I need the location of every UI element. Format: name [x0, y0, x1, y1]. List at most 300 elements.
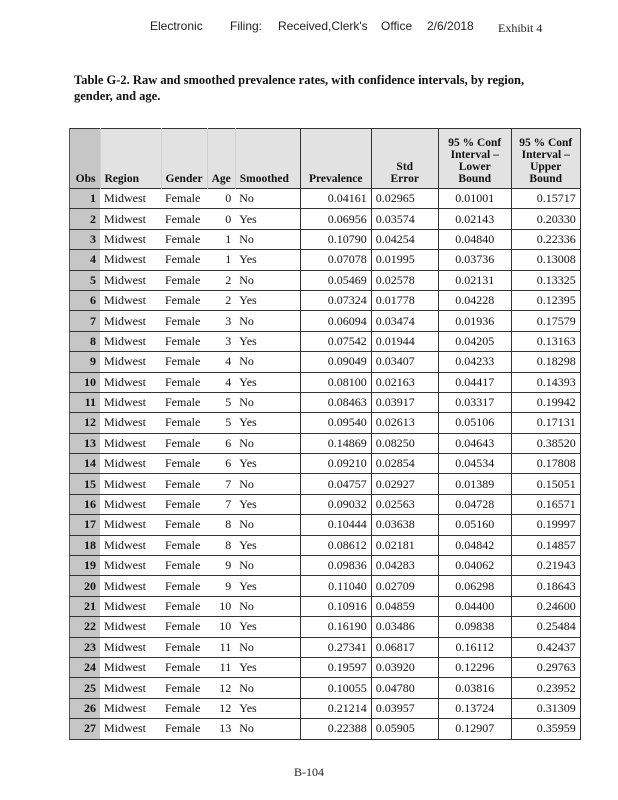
cell-lower-bound: 0.04417 [438, 372, 511, 392]
cell-gender: Female [161, 209, 207, 229]
cell-gender: Female [161, 250, 207, 270]
cell-age: 4 [207, 352, 235, 372]
cell-upper-bound: 0.24600 [511, 596, 580, 616]
cell-region: Midwest [100, 454, 161, 474]
cell-prevalence: 0.08612 [300, 535, 371, 555]
cell-upper-bound: 0.18298 [511, 352, 580, 372]
cell-upper-bound: 0.18643 [511, 576, 580, 596]
cell-upper-bound: 0.14857 [511, 535, 580, 555]
cell-prevalence: 0.07542 [300, 331, 371, 351]
cell-age: 6 [207, 454, 235, 474]
cell-gender: Female [161, 494, 207, 514]
cell-std-error: 0.02854 [371, 454, 438, 474]
cell-obs: 1 [70, 189, 101, 209]
cell-gender: Female [161, 596, 207, 616]
cell-obs: 22 [70, 617, 101, 637]
cell-region: Midwest [100, 698, 161, 718]
cell-gender: Female [161, 556, 207, 576]
cell-lower-bound: 0.04728 [438, 494, 511, 514]
cell-lower-bound: 0.13724 [438, 698, 511, 718]
table-caption: Table G-2. Raw and smoothed prevalence rates, with confidence intervals, by region, gender, and age. [74, 73, 525, 103]
cell-smoothed: Yes [235, 290, 300, 310]
cell-smoothed: Yes [235, 209, 300, 229]
cell-age: 0 [207, 209, 235, 229]
cell-gender: Female [161, 515, 207, 535]
cell-prevalence: 0.04757 [300, 474, 371, 494]
cell-region: Midwest [100, 596, 161, 616]
cell-obs: 19 [70, 556, 101, 576]
col-header-region: Region [100, 129, 161, 189]
cell-region: Midwest [100, 515, 161, 535]
cell-gender: Female [161, 392, 207, 412]
cell-std-error: 0.02613 [371, 413, 438, 433]
cell-gender: Female [161, 698, 207, 718]
cell-obs: 27 [70, 719, 101, 739]
cell-std-error: 0.01944 [371, 331, 438, 351]
cell-lower-bound: 0.03317 [438, 392, 511, 412]
cell-prevalence: 0.04161 [300, 189, 371, 209]
table-row [70, 229, 581, 249]
cell-age: 10 [207, 596, 235, 616]
table-row [70, 657, 581, 677]
cell-smoothed: Yes [235, 657, 300, 677]
cell-gender: Female [161, 413, 207, 433]
table-row [70, 678, 581, 698]
cell-region: Midwest [100, 331, 161, 351]
cell-smoothed: No [235, 474, 300, 494]
cell-obs: 17 [70, 515, 101, 535]
cell-gender: Female [161, 719, 207, 739]
cell-gender: Female [161, 229, 207, 249]
cell-obs: 20 [70, 576, 101, 596]
cell-smoothed: No [235, 229, 300, 249]
col-header-line: Bound [458, 173, 492, 185]
cell-prevalence: 0.10916 [300, 596, 371, 616]
cell-std-error: 0.01778 [371, 290, 438, 310]
cell-lower-bound: 0.04228 [438, 290, 511, 310]
cell-std-error: 0.01995 [371, 250, 438, 270]
cell-std-error: 0.04780 [371, 678, 438, 698]
table-row [70, 719, 581, 739]
cell-prevalence: 0.08100 [300, 372, 371, 392]
col-header-gender: Gender [161, 129, 207, 189]
table-row [70, 617, 581, 637]
cell-prevalence: 0.06956 [300, 209, 371, 229]
cell-upper-bound: 0.20330 [511, 209, 580, 229]
cell-region: Midwest [100, 372, 161, 392]
cell-prevalence: 0.09032 [300, 494, 371, 514]
cell-age: 3 [207, 331, 235, 351]
cell-obs: 25 [70, 678, 101, 698]
col-header-line: Upper [530, 161, 562, 173]
cell-std-error: 0.06817 [371, 637, 438, 657]
cell-gender: Female [161, 454, 207, 474]
cell-age: 3 [207, 311, 235, 331]
cell-obs: 10 [70, 372, 101, 392]
table-row [70, 474, 581, 494]
cell-std-error: 0.02927 [371, 474, 438, 494]
cell-upper-bound: 0.42437 [511, 637, 580, 657]
cell-obs: 3 [70, 229, 101, 249]
cell-prevalence: 0.09540 [300, 413, 371, 433]
cell-obs: 14 [70, 454, 101, 474]
cell-prevalence: 0.21214 [300, 698, 371, 718]
cell-std-error: 0.04254 [371, 229, 438, 249]
cell-age: 1 [207, 250, 235, 270]
cell-smoothed: Yes [235, 454, 300, 474]
filing-header-word: Received,Clerk's [278, 19, 368, 33]
cell-obs: 21 [70, 596, 101, 616]
page-number: B-104 [294, 765, 324, 779]
cell-upper-bound: 0.22336 [511, 229, 580, 249]
table-row [70, 413, 581, 433]
cell-region: Midwest [100, 311, 161, 331]
cell-age: 7 [207, 474, 235, 494]
table-row [70, 698, 581, 718]
col-header-std-error [371, 129, 438, 189]
cell-upper-bound: 0.17579 [511, 311, 580, 331]
cell-lower-bound: 0.02131 [438, 270, 511, 290]
cell-smoothed: No [235, 678, 300, 698]
table-body [70, 189, 581, 740]
cell-smoothed: Yes [235, 698, 300, 718]
cell-age: 2 [207, 270, 235, 290]
cell-upper-bound: 0.15717 [511, 189, 580, 209]
cell-prevalence: 0.08463 [300, 392, 371, 412]
cell-prevalence: 0.07324 [300, 290, 371, 310]
cell-age: 11 [207, 637, 235, 657]
cell-lower-bound: 0.04205 [438, 331, 511, 351]
table-row [70, 637, 581, 657]
cell-lower-bound: 0.01389 [438, 474, 511, 494]
table-row [70, 209, 581, 229]
cell-region: Midwest [100, 270, 161, 290]
cell-smoothed: Yes [235, 576, 300, 596]
cell-lower-bound: 0.05106 [438, 413, 511, 433]
cell-std-error: 0.08250 [371, 433, 438, 453]
col-header-line: Interval – [521, 149, 570, 161]
cell-obs: 5 [70, 270, 101, 290]
cell-gender: Female [161, 637, 207, 657]
cell-std-error: 0.03474 [371, 311, 438, 331]
cell-region: Midwest [100, 392, 161, 412]
table-row [70, 331, 581, 351]
col-header-line: Lower [458, 161, 491, 173]
cell-obs: 6 [70, 290, 101, 310]
table-row [70, 494, 581, 514]
cell-obs: 26 [70, 698, 101, 718]
cell-age: 7 [207, 494, 235, 514]
cell-std-error: 0.02563 [371, 494, 438, 514]
cell-region: Midwest [100, 678, 161, 698]
cell-prevalence: 0.10055 [300, 678, 371, 698]
cell-gender: Female [161, 678, 207, 698]
cell-upper-bound: 0.21943 [511, 556, 580, 576]
col-header-obs: Obs [70, 129, 101, 189]
cell-std-error: 0.03920 [371, 657, 438, 677]
table-row [70, 189, 581, 209]
cell-prevalence: 0.09049 [300, 352, 371, 372]
cell-smoothed: No [235, 719, 300, 739]
cell-obs: 11 [70, 392, 101, 412]
cell-lower-bound: 0.09838 [438, 617, 511, 637]
cell-lower-bound: 0.16112 [438, 637, 511, 657]
cell-upper-bound: 0.17131 [511, 413, 580, 433]
table-row [70, 250, 581, 270]
cell-std-error: 0.03574 [371, 209, 438, 229]
cell-upper-bound: 0.29763 [511, 657, 580, 677]
cell-std-error: 0.03638 [371, 515, 438, 535]
cell-prevalence: 0.09210 [300, 454, 371, 474]
cell-gender: Female [161, 617, 207, 637]
cell-region: Midwest [100, 617, 161, 637]
col-header-upper-bound [511, 129, 580, 189]
cell-obs: 23 [70, 637, 101, 657]
cell-gender: Female [161, 433, 207, 453]
cell-lower-bound: 0.03736 [438, 250, 511, 270]
cell-prevalence: 0.11040 [300, 576, 371, 596]
cell-lower-bound: 0.12907 [438, 719, 511, 739]
cell-age: 8 [207, 515, 235, 535]
cell-region: Midwest [100, 352, 161, 372]
col-header-prevalence: Prevalence [300, 129, 371, 189]
cell-upper-bound: 0.19997 [511, 515, 580, 535]
cell-lower-bound: 0.03816 [438, 678, 511, 698]
cell-prevalence: 0.19597 [300, 657, 371, 677]
table-row [70, 454, 581, 474]
cell-prevalence: 0.27341 [300, 637, 371, 657]
cell-smoothed: No [235, 311, 300, 331]
cell-std-error: 0.02163 [371, 372, 438, 392]
cell-age: 9 [207, 556, 235, 576]
cell-prevalence: 0.09836 [300, 556, 371, 576]
cell-age: 4 [207, 372, 235, 392]
cell-region: Midwest [100, 229, 161, 249]
cell-gender: Female [161, 270, 207, 290]
cell-upper-bound: 0.13163 [511, 331, 580, 351]
cell-age: 12 [207, 698, 235, 718]
cell-prevalence: 0.22388 [300, 719, 371, 739]
cell-smoothed: Yes [235, 413, 300, 433]
cell-upper-bound: 0.19942 [511, 392, 580, 412]
cell-lower-bound: 0.01936 [438, 311, 511, 331]
cell-smoothed: Yes [235, 535, 300, 555]
cell-gender: Female [161, 372, 207, 392]
cell-upper-bound: 0.13325 [511, 270, 580, 290]
cell-gender: Female [161, 474, 207, 494]
table-row [70, 392, 581, 412]
filing-header-word: Office [381, 19, 413, 33]
cell-region: Midwest [100, 576, 161, 596]
table-header-row [70, 129, 581, 189]
prevalence-table [69, 128, 581, 740]
cell-age: 8 [207, 535, 235, 555]
table-row [70, 556, 581, 576]
cell-std-error: 0.03917 [371, 392, 438, 412]
cell-upper-bound: 0.14393 [511, 372, 580, 392]
filing-header-word: Electronic [150, 19, 203, 33]
cell-lower-bound: 0.01001 [438, 189, 511, 209]
cell-lower-bound: 0.04840 [438, 229, 511, 249]
cell-gender: Female [161, 657, 207, 677]
cell-lower-bound: 0.02143 [438, 209, 511, 229]
cell-lower-bound: 0.04400 [438, 596, 511, 616]
cell-region: Midwest [100, 719, 161, 739]
cell-age: 5 [207, 392, 235, 412]
cell-age: 1 [207, 229, 235, 249]
cell-upper-bound: 0.23952 [511, 678, 580, 698]
table-row [70, 596, 581, 616]
col-header-line: Bound [529, 173, 563, 185]
cell-gender: Female [161, 535, 207, 555]
cell-obs: 4 [70, 250, 101, 270]
cell-gender: Female [161, 576, 207, 596]
cell-gender: Female [161, 290, 207, 310]
cell-age: 0 [207, 189, 235, 209]
cell-age: 11 [207, 657, 235, 677]
col-header-line: 95 % Conf [519, 137, 573, 149]
cell-upper-bound: 0.38520 [511, 433, 580, 453]
cell-region: Midwest [100, 556, 161, 576]
cell-lower-bound: 0.04062 [438, 556, 511, 576]
cell-std-error: 0.02709 [371, 576, 438, 596]
col-header-line: Interval – [450, 149, 499, 161]
cell-std-error: 0.03407 [371, 352, 438, 372]
cell-smoothed: No [235, 189, 300, 209]
cell-obs: 15 [70, 474, 101, 494]
table-row [70, 576, 581, 596]
cell-region: Midwest [100, 209, 161, 229]
cell-age: 2 [207, 290, 235, 310]
cell-age: 9 [207, 576, 235, 596]
cell-smoothed: No [235, 392, 300, 412]
cell-gender: Female [161, 189, 207, 209]
cell-smoothed: Yes [235, 494, 300, 514]
cell-obs: 8 [70, 331, 101, 351]
cell-std-error: 0.03957 [371, 698, 438, 718]
col-header-lower-bound [438, 129, 511, 189]
cell-age: 10 [207, 617, 235, 637]
cell-std-error: 0.02578 [371, 270, 438, 290]
cell-prevalence: 0.05469 [300, 270, 371, 290]
cell-age: 12 [207, 678, 235, 698]
cell-obs: 12 [70, 413, 101, 433]
cell-region: Midwest [100, 637, 161, 657]
cell-region: Midwest [100, 433, 161, 453]
cell-region: Midwest [100, 250, 161, 270]
table-row [70, 372, 581, 392]
filing-header [150, 19, 560, 35]
cell-region: Midwest [100, 290, 161, 310]
filing-header-word: Filing: [230, 19, 263, 33]
cell-age: 6 [207, 433, 235, 453]
col-header-smoothed: Smoothed [235, 129, 300, 189]
cell-gender: Female [161, 331, 207, 351]
table-row [70, 515, 581, 535]
cell-gender: Female [161, 311, 207, 331]
cell-smoothed: Yes [235, 617, 300, 637]
cell-obs: 18 [70, 535, 101, 555]
cell-smoothed: Yes [235, 372, 300, 392]
cell-smoothed: No [235, 515, 300, 535]
col-header-line: Error [390, 173, 419, 185]
cell-prevalence: 0.16190 [300, 617, 371, 637]
cell-upper-bound: 0.13008 [511, 250, 580, 270]
cell-gender: Female [161, 352, 207, 372]
cell-age: 5 [207, 413, 235, 433]
exhibit-label: Exhibit 4 [498, 21, 543, 35]
cell-std-error: 0.04283 [371, 556, 438, 576]
cell-prevalence: 0.14869 [300, 433, 371, 453]
cell-upper-bound: 0.25484 [511, 617, 580, 637]
cell-smoothed: Yes [235, 331, 300, 351]
cell-smoothed: No [235, 556, 300, 576]
cell-region: Midwest [100, 189, 161, 209]
cell-prevalence: 0.06094 [300, 311, 371, 331]
cell-lower-bound: 0.04643 [438, 433, 511, 453]
cell-lower-bound: 0.12296 [438, 657, 511, 677]
cell-upper-bound: 0.17808 [511, 454, 580, 474]
cell-upper-bound: 0.12395 [511, 290, 580, 310]
cell-smoothed: No [235, 433, 300, 453]
table-row [70, 290, 581, 310]
cell-upper-bound: 0.15051 [511, 474, 580, 494]
cell-obs: 24 [70, 657, 101, 677]
cell-prevalence: 0.07078 [300, 250, 371, 270]
cell-obs: 16 [70, 494, 101, 514]
cell-prevalence: 0.10444 [300, 515, 371, 535]
cell-obs: 7 [70, 311, 101, 331]
cell-smoothed: No [235, 352, 300, 372]
cell-lower-bound: 0.04842 [438, 535, 511, 555]
cell-obs: 13 [70, 433, 101, 453]
cell-region: Midwest [100, 494, 161, 514]
cell-std-error: 0.03486 [371, 617, 438, 637]
table-row [70, 311, 581, 331]
cell-age: 13 [207, 719, 235, 739]
cell-std-error: 0.02965 [371, 189, 438, 209]
filing-date: 2/6/2018 [427, 19, 474, 33]
cell-upper-bound: 0.35959 [511, 719, 580, 739]
cell-smoothed: Yes [235, 250, 300, 270]
cell-std-error: 0.02181 [371, 535, 438, 555]
cell-smoothed: No [235, 596, 300, 616]
cell-region: Midwest [100, 474, 161, 494]
cell-lower-bound: 0.06298 [438, 576, 511, 596]
cell-lower-bound: 0.04233 [438, 352, 511, 372]
cell-smoothed: No [235, 637, 300, 657]
cell-region: Midwest [100, 657, 161, 677]
cell-upper-bound: 0.16571 [511, 494, 580, 514]
cell-std-error: 0.04859 [371, 596, 438, 616]
col-header-line: Std [396, 161, 414, 173]
table-row [70, 535, 581, 555]
cell-smoothed: No [235, 270, 300, 290]
col-header-age: Age [207, 129, 235, 189]
cell-obs: 2 [70, 209, 101, 229]
cell-prevalence: 0.10790 [300, 229, 371, 249]
cell-lower-bound: 0.05160 [438, 515, 511, 535]
cell-region: Midwest [100, 535, 161, 555]
cell-region: Midwest [100, 413, 161, 433]
table-row [70, 270, 581, 290]
cell-std-error: 0.05905 [371, 719, 438, 739]
cell-lower-bound: 0.04534 [438, 454, 511, 474]
cell-obs: 9 [70, 352, 101, 372]
col-header-line: 95 % Conf [448, 137, 502, 149]
table-row [70, 433, 581, 453]
table-row [70, 352, 581, 372]
